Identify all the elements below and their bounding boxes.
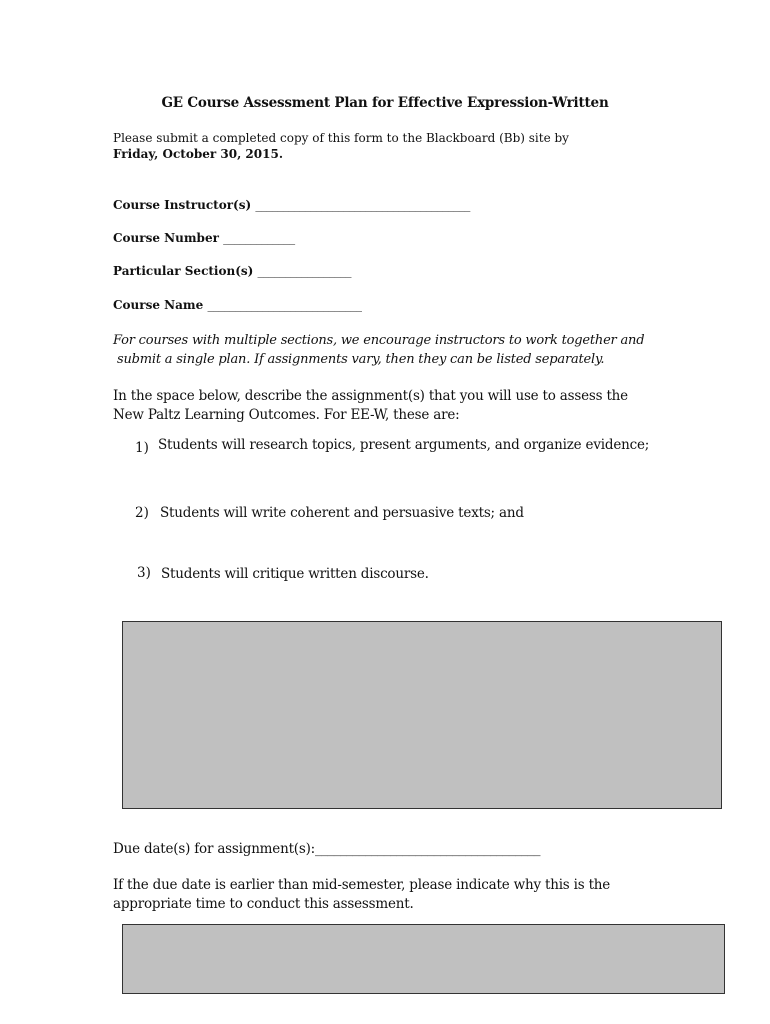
course-number-label: Course Number bbox=[113, 231, 219, 245]
mid-semester-line: appropriate time to conduct this assessment. bbox=[113, 896, 414, 912]
course-instructor-field[interactable] bbox=[113, 198, 470, 212]
outcome-number: 1) bbox=[135, 440, 149, 456]
due-date-blank[interactable]: ____________________________________ bbox=[315, 841, 541, 857]
due-date-label: Due date(s) for assignment(s): bbox=[113, 841, 316, 857]
course-instructor-blank[interactable]: _______________________________________ bbox=[255, 198, 470, 212]
mid-semester-justification-box[interactable] bbox=[122, 924, 725, 994]
describe-line: New Paltz Learning Outcomes. For EE-W, these are: bbox=[113, 407, 460, 423]
outcome-text: Students will write coherent and persuasive texts; and bbox=[160, 505, 524, 521]
multi-section-note bbox=[113, 331, 644, 369]
particular-section-label: Particular Section(s) bbox=[113, 264, 254, 278]
particular-section-blank[interactable]: _________________ bbox=[257, 264, 352, 278]
intro-line: Please submit a completed copy of this form to the Blackboard (Bb) site by bbox=[113, 131, 569, 145]
particular-section-field[interactable] bbox=[113, 264, 351, 278]
course-instructor-label: Course Instructor(s) bbox=[113, 198, 252, 212]
course-name-blank[interactable]: ____________________________ bbox=[207, 298, 362, 312]
note-line: For courses with multiple sections, we encourage instructors to work together and bbox=[113, 333, 645, 348]
assignment-description-box[interactable] bbox=[122, 621, 722, 809]
course-number-field[interactable] bbox=[113, 231, 295, 245]
outcome-text: Students will research topics, present arguments, and organize evidence; bbox=[158, 437, 650, 453]
note-line: submit a single plan. If assignments vary, then they can be listed separately. bbox=[117, 352, 605, 367]
course-name-field[interactable] bbox=[113, 298, 361, 312]
mid-semester-instructions bbox=[113, 876, 610, 914]
describe-line: In the space below, describe the assignment(s) that you will use to assess the bbox=[113, 388, 628, 404]
mid-semester-line: If the due date is earlier than mid-semester, please indicate why this is the bbox=[113, 877, 611, 893]
submission-deadline: Friday, October 30, 2015. bbox=[113, 147, 283, 161]
form-title: GE Course Assessment Plan for Effective Expression-Written bbox=[161, 95, 609, 111]
describe-instructions bbox=[113, 387, 628, 425]
due-date-field[interactable] bbox=[113, 841, 540, 857]
course-number-blank[interactable]: _____________ bbox=[223, 231, 295, 245]
outcome-number: 2) bbox=[135, 505, 149, 521]
submission-instructions bbox=[113, 130, 569, 162]
outcome-number: 3) bbox=[137, 565, 151, 581]
outcome-text: Students will critique written discourse. bbox=[161, 566, 429, 582]
course-name-label: Course Name bbox=[113, 298, 204, 312]
